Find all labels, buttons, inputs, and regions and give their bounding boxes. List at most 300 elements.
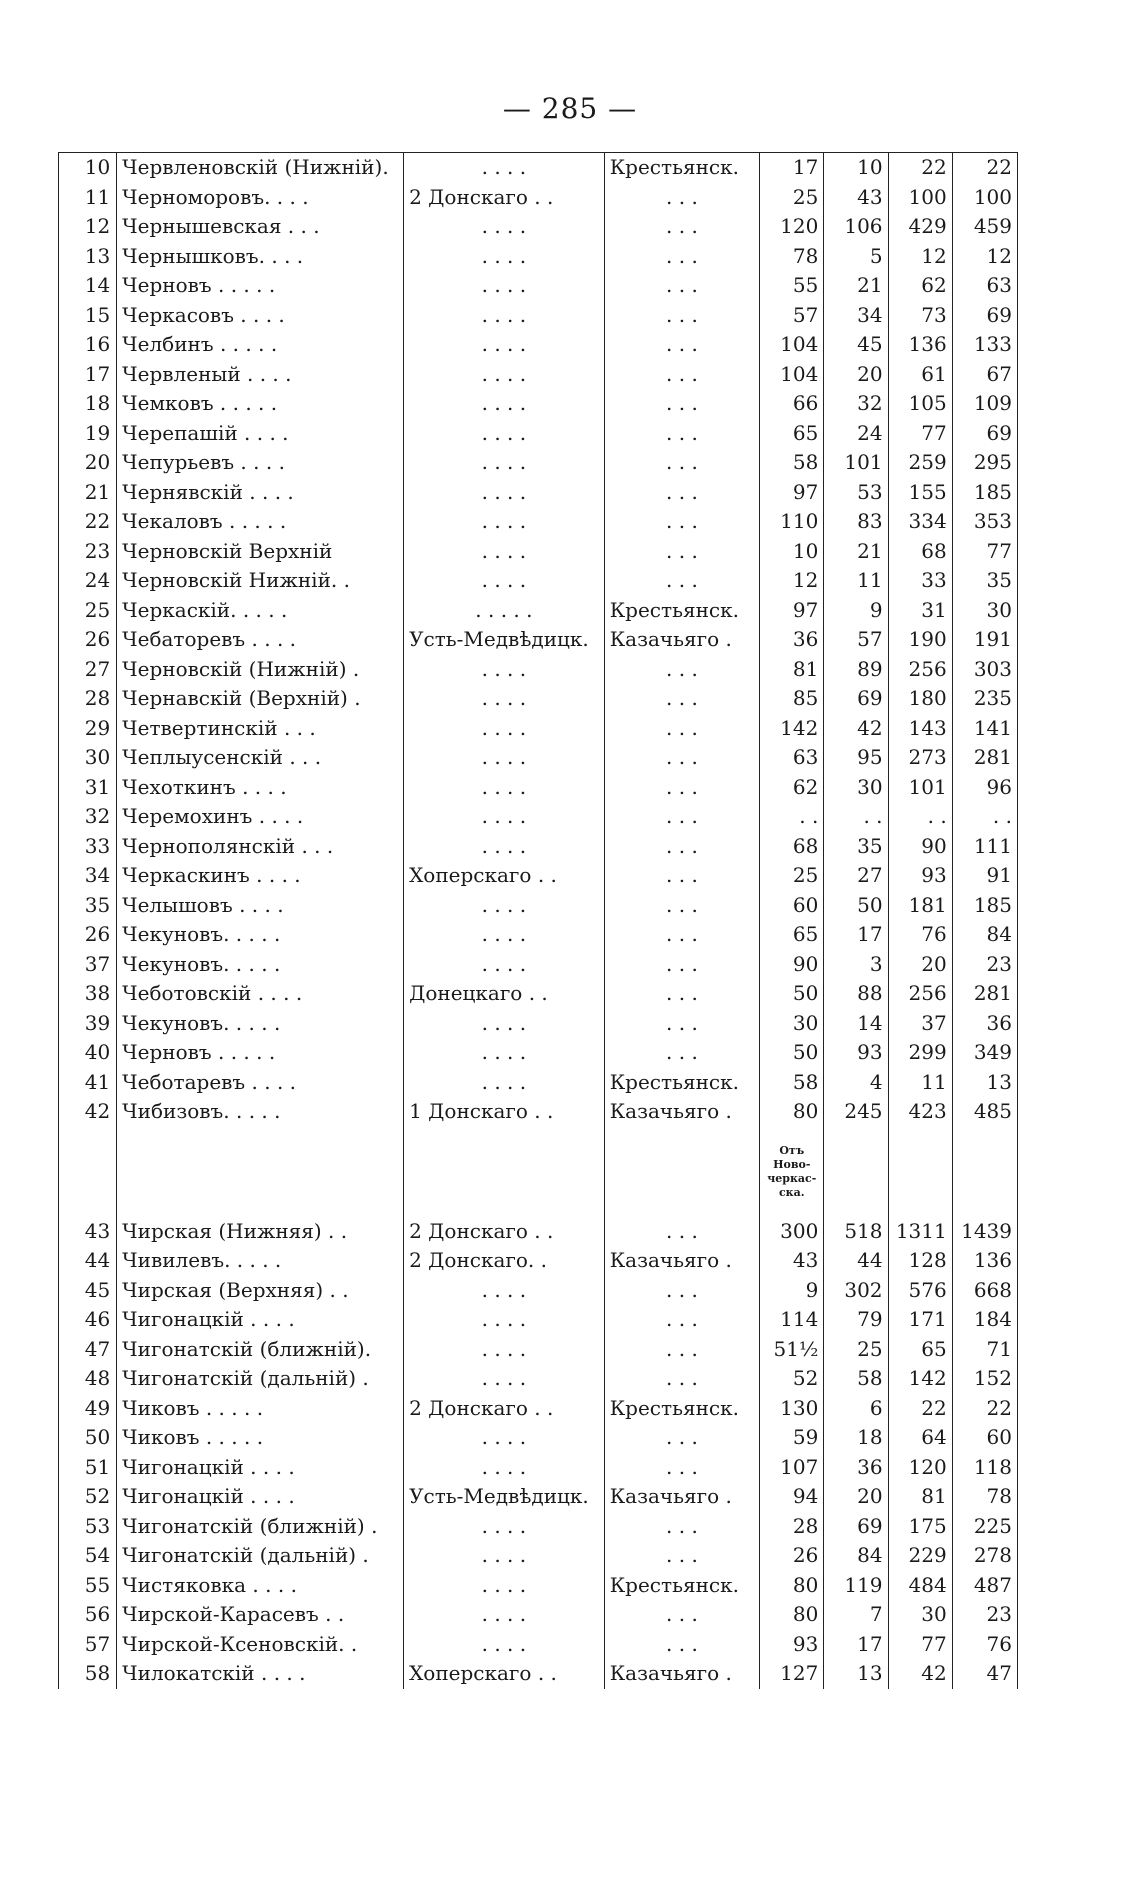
table-row	[59, 537, 1018, 567]
cell-num: 50	[59, 1423, 117, 1453]
cell-c: 334	[888, 507, 952, 537]
cell-d: 23	[952, 950, 1017, 980]
table-row	[59, 1305, 1018, 1335]
cell-b: 9	[824, 596, 888, 626]
cell-num: 29	[59, 714, 117, 744]
cell-b: 6	[824, 1394, 888, 1424]
cell-num: 26	[59, 625, 117, 655]
cell-name: Чемковъ . . . . .	[117, 389, 404, 419]
cell-name: Черепашій . . . .	[117, 419, 404, 449]
cell-a: 57	[760, 301, 824, 331]
table-row	[59, 625, 1018, 655]
cell-district: . . . .	[404, 655, 605, 685]
cell-c: 73	[888, 301, 952, 331]
cell-c: 20	[888, 950, 952, 980]
cell-c: 101	[888, 773, 952, 803]
cell-a: 62	[760, 773, 824, 803]
cell-num: 44	[59, 1246, 117, 1276]
cell-b: 245	[824, 1097, 888, 1127]
cell-class: Крестьянск.	[604, 153, 759, 183]
cell-c: 229	[888, 1541, 952, 1571]
cell-c: 423	[888, 1097, 952, 1127]
cell-class: . . .	[604, 566, 759, 596]
cell-d: 23	[952, 1600, 1017, 1630]
table-row	[59, 1246, 1018, 1276]
cell-a: 85	[760, 684, 824, 714]
cell-num: 11	[59, 183, 117, 213]
cell-num: 42	[59, 1097, 117, 1127]
cell-c: 22	[888, 153, 952, 183]
cell-c: 90	[888, 832, 952, 862]
cell-d: 84	[952, 920, 1017, 950]
cell-class: . . .	[604, 743, 759, 773]
cell-b: 79	[824, 1305, 888, 1335]
table-row	[59, 1097, 1018, 1127]
cell-b: 89	[824, 655, 888, 685]
cell-name: Чернышковъ. . . .	[117, 242, 404, 272]
cell-class: Казачьяго .	[604, 1246, 759, 1276]
cell-district: . . . .	[404, 566, 605, 596]
cell-district: . . . .	[404, 507, 605, 537]
cell-class: Казачьяго .	[604, 1482, 759, 1512]
table-row	[59, 979, 1018, 1009]
cell-name: Червленый . . . .	[117, 360, 404, 390]
cell-class: . . .	[604, 655, 759, 685]
cell-b: 3	[824, 950, 888, 980]
cell-b: 44	[824, 1246, 888, 1276]
cell-d: 109	[952, 389, 1017, 419]
cell-district: . . . .	[404, 419, 605, 449]
table-row	[59, 1571, 1018, 1601]
cell-district: . . . .	[404, 448, 605, 478]
cell-num: 23	[59, 537, 117, 567]
cell-name: Черкаскинъ . . . .	[117, 861, 404, 891]
table-row	[59, 1364, 1018, 1394]
cell-d: 13	[952, 1068, 1017, 1098]
cell-d: 47	[952, 1659, 1017, 1689]
table-row	[59, 832, 1018, 862]
cell-district: . . . .	[404, 832, 605, 862]
cell-d: 133	[952, 330, 1017, 360]
cell-c: 120	[888, 1453, 952, 1483]
cell-a: 68	[760, 832, 824, 862]
cell-d: 459	[952, 212, 1017, 242]
cell-name: Челышовъ . . . .	[117, 891, 404, 921]
cell-num: 48	[59, 1364, 117, 1394]
cell-num: 15	[59, 301, 117, 331]
cell-district: . . . .	[404, 330, 605, 360]
cell-class: Крестьянск.	[604, 1068, 759, 1098]
cell-name: Чигонатскій (дальній) .	[117, 1364, 404, 1394]
table-row	[59, 714, 1018, 744]
cell-a: 52	[760, 1364, 824, 1394]
cell-a: 43	[760, 1246, 824, 1276]
table-row	[59, 1423, 1018, 1453]
table-row	[59, 419, 1018, 449]
cell-b: 302	[824, 1276, 888, 1306]
cell-c: 81	[888, 1482, 952, 1512]
cell-num: 21	[59, 478, 117, 508]
cell-d: 185	[952, 891, 1017, 921]
cell-c: 30	[888, 1600, 952, 1630]
table-row	[59, 448, 1018, 478]
cell-c: 31	[888, 596, 952, 626]
cell-district: . . . .	[404, 537, 605, 567]
cell-a: 28	[760, 1512, 824, 1542]
cell-num: 27	[59, 655, 117, 685]
cell-d: 78	[952, 1482, 1017, 1512]
cell-b: . .	[824, 802, 888, 832]
cell-name: Чилокатскій . . . .	[117, 1659, 404, 1689]
cell-b: 58	[824, 1364, 888, 1394]
cell-district: . . . .	[404, 1009, 605, 1039]
cell-b: 84	[824, 1541, 888, 1571]
cell-class: . . .	[604, 212, 759, 242]
cell-district: Донецкаго . .	[404, 979, 605, 1009]
cell-a: 25	[760, 861, 824, 891]
cell-class: Казачьяго .	[604, 1097, 759, 1127]
cell-c: 11	[888, 1068, 952, 1098]
cell-class: . . .	[604, 389, 759, 419]
cell-name: Чигонатскій (ближній).	[117, 1335, 404, 1365]
cell-name: Червленовскій (Нижній).	[117, 153, 404, 183]
cell-class: . . .	[604, 714, 759, 744]
cell-num: 13	[59, 242, 117, 272]
cell-num: 17	[59, 360, 117, 390]
table-row	[59, 389, 1018, 419]
cell-name: Чернышевская . . .	[117, 212, 404, 242]
cell-class: . . .	[604, 1541, 759, 1571]
table-row	[59, 1659, 1018, 1689]
cell-a: 50	[760, 1038, 824, 1068]
table-row	[59, 478, 1018, 508]
cell-b: 57	[824, 625, 888, 655]
cell-a: 65	[760, 920, 824, 950]
cell-district: . . . .	[404, 1305, 605, 1335]
cell-name: Чигонацкій . . . .	[117, 1453, 404, 1483]
cell-b: 17	[824, 1630, 888, 1660]
cell-d: 281	[952, 979, 1017, 1009]
cell-b: 88	[824, 979, 888, 1009]
cell-num: 45	[59, 1276, 117, 1306]
cell-d: 225	[952, 1512, 1017, 1542]
cell-d: 303	[952, 655, 1017, 685]
cell-num: 12	[59, 212, 117, 242]
cell-c: 100	[888, 183, 952, 213]
cell-num: 37	[59, 950, 117, 980]
cell-a: 114	[760, 1305, 824, 1335]
cell-district: . . . .	[404, 1335, 605, 1365]
distance-note-row	[59, 1127, 1018, 1217]
cell-class: . . .	[604, 183, 759, 213]
cell-name: Черновскій Верхній	[117, 537, 404, 567]
cell-a: 63	[760, 743, 824, 773]
cell-d: 35	[952, 566, 1017, 596]
cell-name: Черновъ . . . . .	[117, 1038, 404, 1068]
table-row	[59, 566, 1018, 596]
cell-a: 58	[760, 448, 824, 478]
cell-district: 2 Донскаго . .	[404, 1217, 605, 1247]
cell-a: 36	[760, 625, 824, 655]
cell-district: . . . .	[404, 242, 605, 272]
cell-class: Казачьяго .	[604, 1659, 759, 1689]
cell-d: 668	[952, 1276, 1017, 1306]
cell-b: 20	[824, 360, 888, 390]
cell-num: 18	[59, 389, 117, 419]
cell-district: . . . .	[404, 1630, 605, 1660]
table-body	[59, 153, 1018, 1689]
table-row	[59, 153, 1018, 183]
table-row	[59, 1482, 1018, 1512]
cell-a: . .	[760, 802, 824, 832]
cell-a: 120	[760, 212, 824, 242]
cell-a: 80	[760, 1097, 824, 1127]
cell-d: 1439	[952, 1217, 1017, 1247]
cell-name: Чигонацкій . . . .	[117, 1305, 404, 1335]
cell-name: Чекуновъ. . . . .	[117, 1009, 404, 1039]
cell-a: 300	[760, 1217, 824, 1247]
cell-district: . . . .	[404, 478, 605, 508]
cell-b: 13	[824, 1659, 888, 1689]
cell-d: 67	[952, 360, 1017, 390]
cell-num: 43	[59, 1217, 117, 1247]
cell-d: 36	[952, 1009, 1017, 1039]
cell-class: Крестьянск.	[604, 596, 759, 626]
cell-a: 80	[760, 1571, 824, 1601]
cell-name: Чеботаревъ . . . .	[117, 1068, 404, 1098]
cell-b: 32	[824, 389, 888, 419]
cell-district: . . . .	[404, 1541, 605, 1571]
cell-d: 69	[952, 419, 1017, 449]
table-row	[59, 1335, 1018, 1365]
cell-a: 51½	[760, 1335, 824, 1365]
table-row	[59, 1394, 1018, 1424]
cell-num: 54	[59, 1541, 117, 1571]
cell-num: 52	[59, 1482, 117, 1512]
cell-district: . . . .	[404, 743, 605, 773]
cell-district: . . . .	[404, 773, 605, 803]
cell-class: . . .	[604, 330, 759, 360]
cell-a: 127	[760, 1659, 824, 1689]
cell-c: 77	[888, 1630, 952, 1660]
cell-d: 96	[952, 773, 1017, 803]
cell-a: 110	[760, 507, 824, 537]
cell-num: 33	[59, 832, 117, 862]
cell-district: . . . .	[404, 1571, 605, 1601]
cell-c: 93	[888, 861, 952, 891]
cell-class: . . .	[604, 1512, 759, 1542]
cell-num: 28	[59, 684, 117, 714]
cell-district: . . . .	[404, 1512, 605, 1542]
cell-c: . .	[888, 802, 952, 832]
cell-class: . . .	[604, 242, 759, 272]
cell-name: Черноморовъ. . . .	[117, 183, 404, 213]
cell-a: 90	[760, 950, 824, 980]
cell-a: 81	[760, 655, 824, 685]
cell-district: . . . .	[404, 1276, 605, 1306]
cell-a: 59	[760, 1423, 824, 1453]
cell-name: Чиковъ . . . . .	[117, 1423, 404, 1453]
table-row	[59, 1600, 1018, 1630]
cell-district: . . . .	[404, 714, 605, 744]
cell-name: Чехоткинъ . . . .	[117, 773, 404, 803]
cell-b: 50	[824, 891, 888, 921]
cell-b: 43	[824, 183, 888, 213]
cell-b: 21	[824, 537, 888, 567]
cell-district: . . . . .	[404, 596, 605, 626]
cell-name: Черкасовъ . . . .	[117, 301, 404, 331]
cell-a: 10	[760, 537, 824, 567]
cell-num: 40	[59, 1038, 117, 1068]
cell-num: 35	[59, 891, 117, 921]
cell-a: 80	[760, 1600, 824, 1630]
cell-b: 45	[824, 330, 888, 360]
cell-name: Чигонатскій (ближній) .	[117, 1512, 404, 1542]
cell-a: 30	[760, 1009, 824, 1039]
cell-district: . . . .	[404, 891, 605, 921]
cell-a: 104	[760, 330, 824, 360]
cell-district: . . . .	[404, 1068, 605, 1098]
cell-b: 25	[824, 1335, 888, 1365]
cell-class: . . .	[604, 448, 759, 478]
cell-c: 299	[888, 1038, 952, 1068]
cell-district: . . . .	[404, 301, 605, 331]
cell-c: 190	[888, 625, 952, 655]
cell-num: 38	[59, 979, 117, 1009]
cell-a: 50	[760, 979, 824, 1009]
cell-b: 518	[824, 1217, 888, 1247]
cell-name: Чеплыусенскій . . .	[117, 743, 404, 773]
cell-b: 35	[824, 832, 888, 862]
cell-class: . . .	[604, 832, 759, 862]
cell-c: 171	[888, 1305, 952, 1335]
cell-class: . . .	[604, 1276, 759, 1306]
table-row	[59, 1512, 1018, 1542]
cell-num: 34	[59, 861, 117, 891]
cell-b: 24	[824, 419, 888, 449]
cell-c: 484	[888, 1571, 952, 1601]
cell-c: 22	[888, 1394, 952, 1424]
cell-c: 1311	[888, 1217, 952, 1247]
cell-a: 97	[760, 596, 824, 626]
cell-district: 2 Донскаго. .	[404, 1246, 605, 1276]
page-number: — 285 —	[502, 92, 638, 125]
cell-d: 349	[952, 1038, 1017, 1068]
cell-name: Челбинъ . . . . .	[117, 330, 404, 360]
cell-district: . . . .	[404, 920, 605, 950]
cell-d: 235	[952, 684, 1017, 714]
cell-d: 69	[952, 301, 1017, 331]
cell-a: 93	[760, 1630, 824, 1660]
cell-class: . . .	[604, 507, 759, 537]
cell-num: 26	[59, 920, 117, 950]
cell-c: 128	[888, 1246, 952, 1276]
settlement-table	[58, 152, 1018, 1689]
table-row	[59, 891, 1018, 921]
cell-district: . . . .	[404, 802, 605, 832]
cell-c: 273	[888, 743, 952, 773]
cell-name: Чекаловъ . . . . .	[117, 507, 404, 537]
cell-a: 55	[760, 271, 824, 301]
cell-b: 42	[824, 714, 888, 744]
cell-d: 22	[952, 1394, 1017, 1424]
cell-num: 25	[59, 596, 117, 626]
cell-name: Четвертинскій . . .	[117, 714, 404, 744]
cell-b: 95	[824, 743, 888, 773]
cell-b: 17	[824, 920, 888, 950]
cell-b: 101	[824, 448, 888, 478]
cell-class: . . .	[604, 360, 759, 390]
cell-a: 65	[760, 419, 824, 449]
cell-d: 118	[952, 1453, 1017, 1483]
cell-a: 94	[760, 1482, 824, 1512]
cell-class: . . .	[604, 1305, 759, 1335]
cell-a: 25	[760, 183, 824, 213]
cell-num: 56	[59, 1600, 117, 1630]
cell-d: 136	[952, 1246, 1017, 1276]
cell-class: . . .	[604, 1423, 759, 1453]
cell-district: . . . .	[404, 389, 605, 419]
cell-b: 5	[824, 242, 888, 272]
cell-district: 2 Донскаго . .	[404, 183, 605, 213]
cell-d: 77	[952, 537, 1017, 567]
cell-c: 76	[888, 920, 952, 950]
cell-num: 16	[59, 330, 117, 360]
cell-b: 4	[824, 1068, 888, 1098]
cell-class: . . .	[604, 891, 759, 921]
cell-class: . . .	[604, 802, 759, 832]
cell-d: 281	[952, 743, 1017, 773]
cell-d: 71	[952, 1335, 1017, 1365]
cell-a: 142	[760, 714, 824, 744]
cell-district: . . . .	[404, 212, 605, 242]
cell-name: Чирская (Верхняя) . .	[117, 1276, 404, 1306]
cell-b: 83	[824, 507, 888, 537]
cell-district: 1 Донскаго . .	[404, 1097, 605, 1127]
cell-class: Крестьянск.	[604, 1571, 759, 1601]
cell-d: . .	[952, 802, 1017, 832]
cell-d: 111	[952, 832, 1017, 862]
cell-class: . . .	[604, 950, 759, 980]
cell-name: Чернополянскій . . .	[117, 832, 404, 862]
table-row	[59, 743, 1018, 773]
cell-d: 184	[952, 1305, 1017, 1335]
cell-d: 485	[952, 1097, 1017, 1127]
cell-b: 27	[824, 861, 888, 891]
cell-c: 136	[888, 330, 952, 360]
table-row	[59, 1068, 1018, 1098]
cell-c: 61	[888, 360, 952, 390]
cell-num: 55	[59, 1571, 117, 1601]
distance-note: Отъ Ново-черкас-ска.	[767, 1143, 817, 1199]
table-row	[59, 183, 1018, 213]
cell-c: 42	[888, 1659, 952, 1689]
cell-a: 17	[760, 153, 824, 183]
cell-name: Чернявскій . . . .	[117, 478, 404, 508]
cell-name: Чистяковка . . . .	[117, 1571, 404, 1601]
cell-name: Чекуновъ. . . . .	[117, 950, 404, 980]
cell-a: 60	[760, 891, 824, 921]
cell-name: Чирской-Карасевъ . .	[117, 1600, 404, 1630]
cell-a: 12	[760, 566, 824, 596]
table-row	[59, 802, 1018, 832]
table-row	[59, 1276, 1018, 1306]
cell-num: 41	[59, 1068, 117, 1098]
cell-b: 10	[824, 153, 888, 183]
cell-class: Казачьяго .	[604, 625, 759, 655]
cell-district: . . . .	[404, 360, 605, 390]
cell-c: 77	[888, 419, 952, 449]
